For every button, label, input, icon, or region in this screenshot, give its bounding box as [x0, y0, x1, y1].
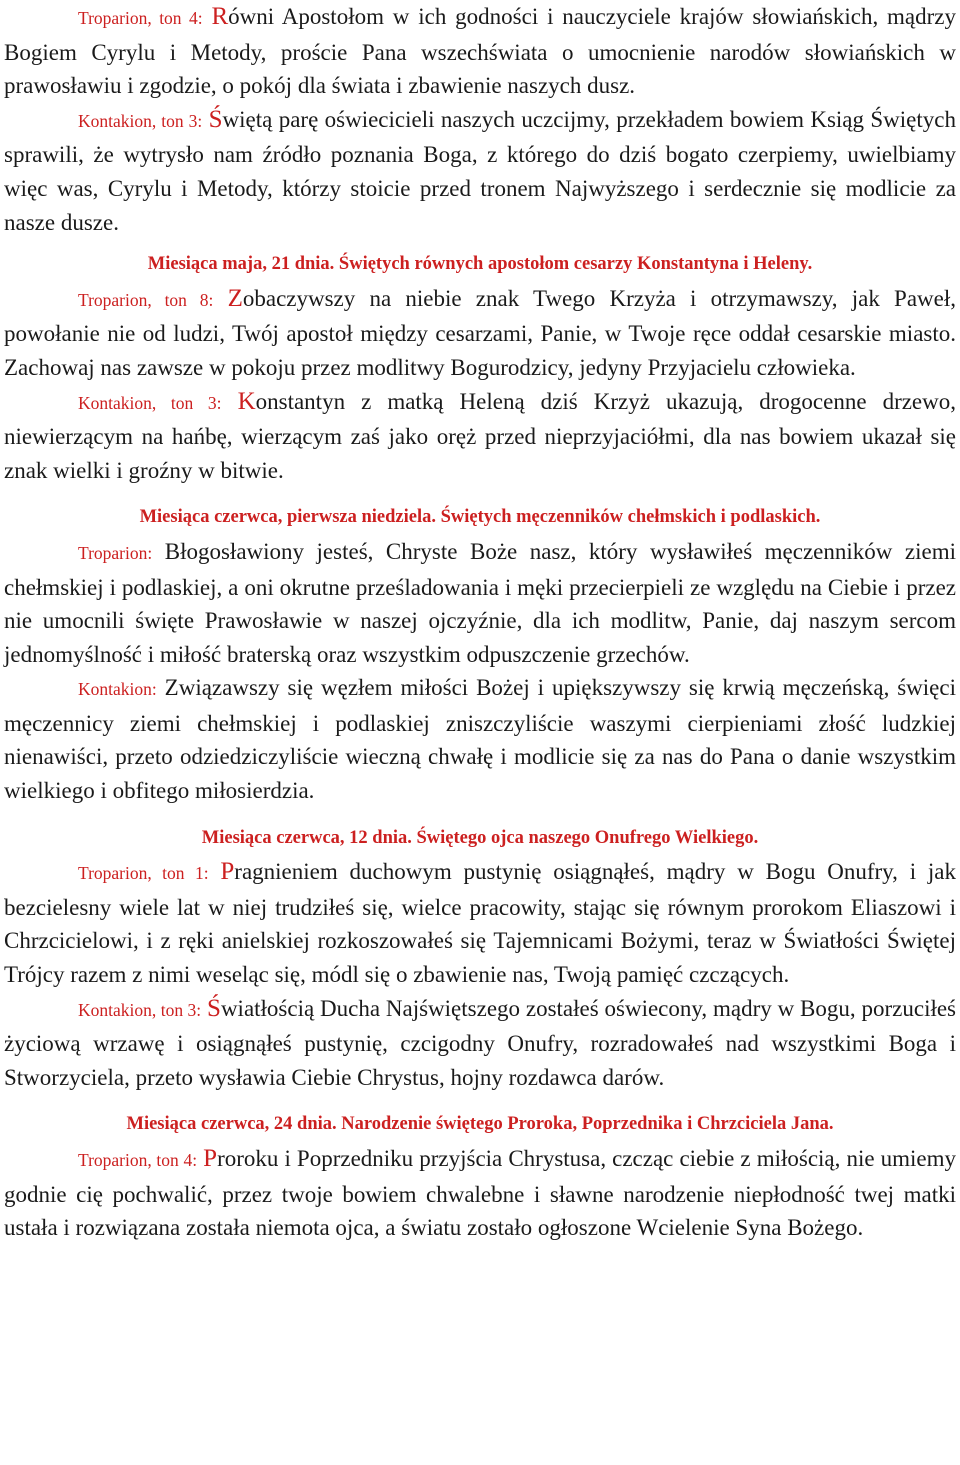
troparion-label: Troparion, ton 8:: [78, 289, 214, 310]
troparion-label: Troparion, ton 4:: [78, 8, 203, 28]
troparion-text: Błogosławiony jesteś, Chryste Boże nasz, który wysławiłeś męczenników ziemi chełmskiej i podlaskiej, a oni okrutne prześladowania i męki przecierpieli ze względu na Ciebie i przez nie umocnili święte Prawosławie w naszej ojczyźnie, dla ich modlitw, Panie, daj naszym sercom jednomyślność i miłość braterską oraz wszystkim odpuszczenie grzechów.: [4, 538, 956, 667]
section-heading-constantine-helena: Miesiąca maja, 21 dnia. Świętych równych apostołom cesarzy Konstantyna i Heleny.: [147, 254, 813, 275]
kontakion-label: Kontakion, ton 3:: [78, 110, 203, 131]
troparion-chelm-podlasie-martyrs: [4, 535, 956, 671]
troparion-text: roroku i Poprzedniku przyjścia Chrystusa, czcząc ciebie z miłością, nie umiemy godnie cię pochwalić, przez twoje bowiem chwalebne i sławne narodzenie niepłodność twej matki ustała i rozwiązana została niemota ojca, a światu zostało ogłoszone Wcielenie Syna Bożego.: [4, 1146, 956, 1241]
kontakion-cyril-methodius: [4, 103, 956, 239]
section-heading-nativity-john-baptist: Miesiąca czerwca, 24 dnia. Narodzenie świętego Proroka, Poprzednika i Chrzciciela Jana.: [126, 1114, 834, 1135]
kontakion-onuphrius: [4, 992, 956, 1095]
kontakion-label: Kontakion, ton 3:: [78, 999, 202, 1020]
section-heading-chelm-podlasie-martyrs: Miesiąca czerwca, pierwsza niedziela. Świętych męczenników chełmskich i podlaskich.: [139, 507, 821, 528]
section-heading-onuphrius: Miesiąca czerwca, 12 dnia. Świętego ojca naszego Onufrego Wielkiego.: [201, 827, 759, 848]
kontakion-chelm-podlasie-martyrs: [4, 671, 956, 807]
troparion-cyril-methodius: [4, 0, 956, 103]
troparion-nativity-john-baptist: [4, 1142, 956, 1245]
troparion-label: Troparion, ton 1:: [78, 863, 209, 884]
drop-initial: Ś: [208, 105, 223, 133]
kontakion-constantine-helena: [4, 385, 956, 488]
drop-initial: Z: [227, 284, 243, 312]
troparion-constantine-helena: [4, 282, 956, 385]
troparion-text: ówni Apostołom w ich godności i nauczyciele krajów słowiańskich, mądrzy Bogiem Cyrylu i Metody, proście Pana wszechświata o umocnienie narodów słowiańskich w prawosławiu i zgodzie, o pokój dla świata i zbawienie naszych dusz.: [4, 4, 957, 99]
kontakion-text: Związawszy się węzłem miłości Bożej i upiększywszy się krwią męczeńską, święci męczennicy ziemi chełmskiej i podlaskiej zniszczyliście waszymi cierpieniami złość ludzkiej nienawiści, przeto odziedziczyliście wieczną chwałę i modlicie się za nas do Pana o danie wszystkim wielkiego i obfitego miłosierdzia.: [4, 675, 956, 804]
kontakion-text: wiatłością Ducha Najświętszego zostałeś oświecony, mądry w Bogu, porzuciłeś życiową wrzawę i osiągnąłeś pustynię, czcigodny Onufry, rozradowałeś nad wszystkimi Boga i Stworzyciela, przeto wysławia Ciebie Chrystus, hojny rozdawca darów.: [4, 995, 957, 1090]
kontakion-text: więtą parę oświecicieli naszych uczcijmy, przekładem bowiem Ksiąg Świętych sprawili, że wytrysło nam źródło poznania Boga, z którego do dziś bogato czerpiemy, uwielbiamy więc was, Cyrylu i Metody, którzy stoicie przed tronem Najwyższego i serdecznie się modlicie za nasze dusze.: [4, 106, 956, 235]
troparion-label: Troparion:: [78, 542, 153, 563]
drop-initial: R: [211, 3, 229, 30]
kontakion-label: Kontakion, ton 3:: [78, 392, 222, 413]
drop-initial: Ś: [207, 994, 221, 1022]
drop-initial: K: [237, 387, 256, 415]
troparion-label: Troparion, ton 4:: [78, 1150, 198, 1170]
troparion-onuphrius: [4, 855, 956, 991]
drop-initial: P: [220, 858, 235, 886]
troparion-text: obaczywszy na niebie znak Twego Krzyża i otrzymawszy, jak Paweł, powołanie nie od ludzi, Twój apostoł między cesarzami, Panie, w Twoje ręce oddał cesarskie miasto. Zachowaj nas zawsze w pokoju przez modlitwy Bogurodzicy, jedyny Przyjacielu człowieka.: [4, 285, 957, 380]
kontakion-text: onstantyn z matką Heleną dziś Krzyż ukazują, drogocenne drzewo, niewierzącym na hańbę, wierzącym zaś jako oręż przed nieprzyjaciółmi, dla nas bowiem ukazał się znak wielki i groźny w bitwie.: [4, 388, 956, 483]
drop-initial: P: [203, 1145, 218, 1172]
troparion-text: ragnieniem duchowym pustynię osiągnąłeś, mądry w Bogu Onufry, i jak bezcielesny wiele lat w niej trudziłeś się, wielce pracowity, stając się równym prorokom Eliaszowi i Chrzcicielowi, i z ręki anielskiej rozkoszowałeś się Tajemnicami Bożymi, teraz w Światłości Świętej Trójcy razem z nimi weseląc się, módl się o zbawienie nas, Twoją pamięć czczących.: [4, 859, 957, 988]
kontakion-label: Kontakion:: [78, 679, 157, 700]
